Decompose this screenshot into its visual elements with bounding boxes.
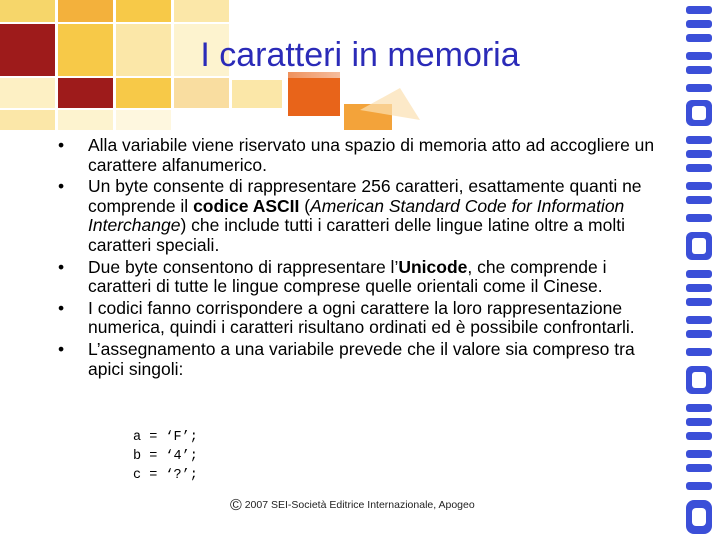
slide-title: I caratteri in memoria: [200, 36, 520, 74]
footer-copyright: [230, 497, 530, 515]
bullet-item: [56, 299, 656, 338]
code-line: b = ‘4’;: [133, 449, 198, 464]
bullet-text: , che comprende i caratteri di tutte le lingue comprese quelle orientali come il Cinese.: [88, 256, 607, 297]
bullet-item: [56, 136, 656, 175]
bullet-text: Due byte consentono di rappresentare l’: [88, 256, 399, 277]
bullet-text: Alla variabile viene riservato una spazio di memoria atto ad accogliere un carattere alfanumerico.: [88, 135, 655, 175]
bullet-text: I codici fanno corrispondere a ogni carattere la loro rappresentazione numerica, quindi i caratteri risultano ordinati ed è possibile confrontarli.: [88, 297, 635, 338]
bullet-item: [56, 258, 656, 297]
brand-strip: [676, 0, 720, 540]
bullet-item: [56, 177, 656, 255]
code-line: a = ‘F’;: [133, 430, 198, 445]
bullet-text: Unicode: [398, 256, 468, 277]
copyright-symbol: ©: [230, 497, 242, 514]
bullet-list: [56, 136, 656, 381]
bullet-text: L’assegnamento a una variabile prevede che il valore sia compreso tra apici singoli:: [88, 338, 635, 379]
sei-logo-icon: [676, 0, 720, 540]
bullet-text: codice ASCII: [193, 195, 300, 216]
code-line: c = ‘?’;: [133, 468, 198, 483]
bullet-text: ) che include tutti i caratteri delle lingue latine oltre a molti caratteri speciali.: [88, 215, 625, 255]
bullet-item: [56, 340, 656, 379]
code-example: [133, 428, 198, 485]
bullet-text: Un byte consente di rappresentare 256 caratteri, esattamente quanti ne comprende il: [88, 176, 642, 216]
copyright-text: 2007 SEI-Società Editrice Internazionale, Apogeo: [241, 499, 475, 511]
bullet-text: (: [299, 195, 311, 216]
bullet-text: American Standard Code for Information Interchange: [88, 195, 625, 236]
